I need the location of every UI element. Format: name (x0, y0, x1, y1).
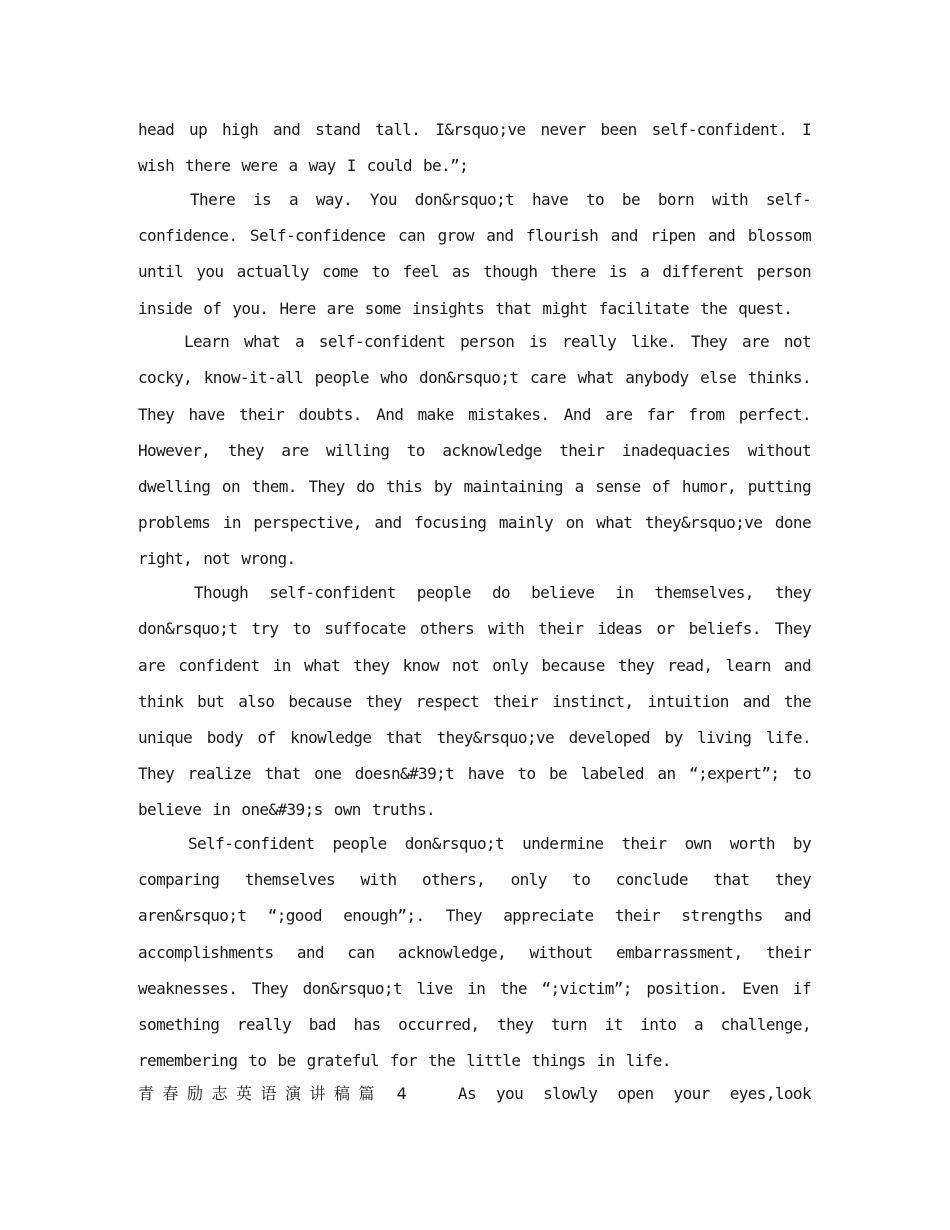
paragraph-continuation: head up high and stand tall. I&rsquo;ve never been self-confident. I wish there were a way I could be.”; (138, 120, 811, 176)
section-heading: 青春励志英语演讲稿篇 4 (138, 1084, 416, 1104)
paragraph-there-is-a-way: There is a way. You don&rsquo;t have to be born with self-confidence. Self-confidence can grow and flourish and ripen and blossom until you actually come to feel as though there is a different person inside of you. Here are some insights that might facilitate the quest. (138, 189, 811, 318)
paragraph-learn-what: Learn what a self-confident person is really like. They are not cocky, know-it-all people who don&rsquo;t care what anybody else thinks. They have their doubts. And make mistakes. And are far from perfect. However, they are willing to acknowledge their inadequacies without dwelling on them. They do this by maintaining a sense of humor, putting problems in perspective, and focusing mainly on what they&rsquo;ve done right, not wrong. (138, 332, 811, 569)
section-heading-line (138, 1076, 811, 1112)
paragraph-though-self-confident: Though self-confident people do believe in themselves, they don&rsquo;t try to suffocate others with their ideas or beliefs. They are confident in what they know not only because they read, learn and think but also because they respect their instinct, intuition and the unique body of knowledge that they&rsquo;ve developed by living life. They realize that one doesn&#39;t have to be labeled an “;expert”; to believe in one&#39;s own truths. (138, 583, 811, 820)
document-page (138, 112, 811, 1112)
paragraph-self-confident-people: Self-confident people don&rsquo;t undermine their own worth by comparing themselves with others, only to conclude that they aren&rsquo;t “;good enough”;. They appreciate their strengths and accomplishments and can acknowledge, without embarrassment, their weaknesses. They don&rsquo;t live in the “;victim”; position. Even if something really bad has occurred, they turn it into a challenge, remembering to be grateful for the little things in life. (138, 834, 811, 1071)
section-heading-continuation: As you slowly open your eyes,look (457, 1084, 811, 1104)
